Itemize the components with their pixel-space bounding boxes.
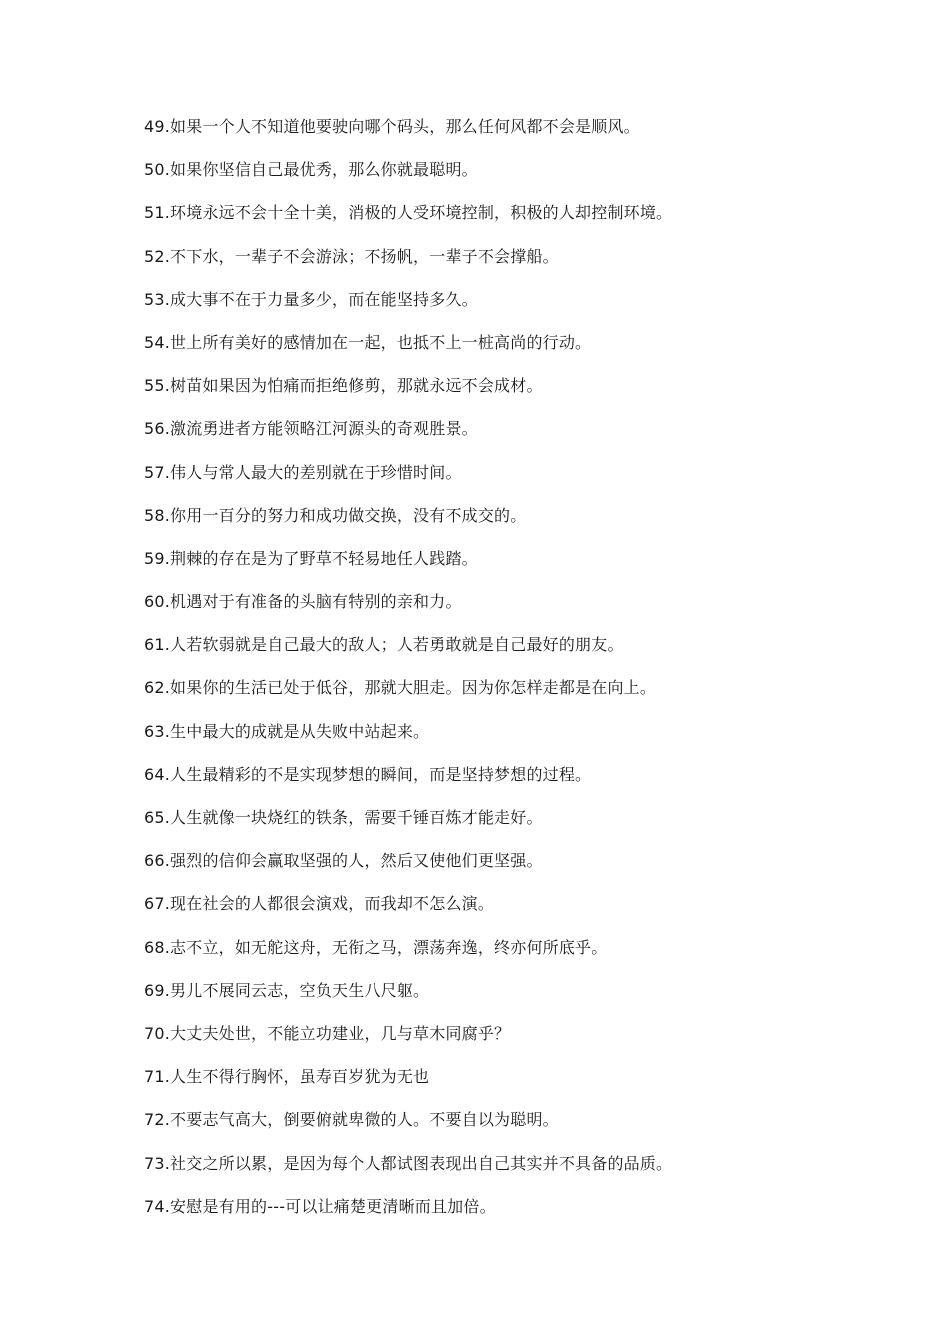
quote-line: 54.世上所有美好的感情加在一起，也抵不上一桩高尚的行动。	[144, 332, 592, 352]
quote-line: 71.人生不得行胸怀，虽寿百岁犹为无也	[144, 1067, 430, 1087]
quote-line: 73.社交之所以累，是因为每个人都试图表现出自己其实并不具备的品质。	[144, 1153, 673, 1173]
quote-line: 59.荆棘的存在是为了野草不轻易地任人践踏。	[144, 548, 478, 568]
quote-line: 68.志不立，如无舵这舟，无衔之马，漂荡奔逸，终亦何所底乎。	[144, 937, 608, 957]
quote-line: 50.如果你坚信自己最优秀，那么你就最聪明。	[144, 160, 478, 180]
quote-line: 72.不要志气高大，倒要俯就卑微的人。不要自以为聪明。	[144, 1110, 559, 1130]
quote-line: 65.人生就像一块烧红的铁条，需要千锤百炼才能走好。	[144, 808, 543, 827]
quote-line: 66.强烈的信仰会赢取坚强的人，然后又使他们更坚强。	[144, 851, 543, 871]
quote-list	[144, 114, 904, 1237]
quote-line: 60.机遇对于有准备的头脑有特别的亲和力。	[144, 592, 462, 612]
quote-line: 55.树苗如果因为怕痛而拒绝修剪，那就永远不会成材。	[144, 376, 543, 396]
quote-line: 57.伟人与常人最大的差别就在于珍惜时间。	[144, 462, 462, 482]
quote-line: 56.激流勇进者方能领略江河源头的奇观胜景。	[144, 419, 478, 439]
quote-line: 61.人若软弱就是自己最大的敌人；人若勇敢就是自己最好的朋友。	[144, 635, 624, 655]
quote-line: 51.环境永远不会十全十美，消极的人受环境控制，积极的人却控制环境。	[144, 203, 673, 223]
quote-line: 74.安慰是有用的---可以让痛楚更清晰而且加倍。	[144, 1196, 496, 1216]
quote-line: 64.人生最精彩的不是实现梦想的瞬间，而是坚持梦想的过程。	[144, 764, 592, 784]
quote-line: 58.你用一百分的努力和成功做交换，没有不成交的。	[144, 505, 527, 525]
quote-line: 62.如果你的生活已处于低谷，那就大胆走。因为你怎样走都是在向上。	[144, 678, 657, 698]
quote-line: 69.男儿不展同云志，空负天生八尺躯。	[144, 980, 430, 1000]
quote-line: 49.如果一个人不知道他要驶向哪个码头，那么任何风都不会是顺风。	[144, 117, 640, 136]
quote-line: 53.成大事不在于力量多少，而在能坚持多久。	[144, 289, 478, 309]
quote-line: 63.生中最大的成就是从失败中站起来。	[144, 721, 430, 741]
quote-line: 67.现在社会的人都很会演戏，而我却不怎么演。	[144, 894, 495, 914]
quote-line: 70.大丈夫处世，不能立功建业，几与草木同腐乎？	[144, 1023, 511, 1043]
quote-line: 52.不下水，一辈子不会游泳；不扬帆，一辈子不会撑船。	[144, 246, 559, 266]
